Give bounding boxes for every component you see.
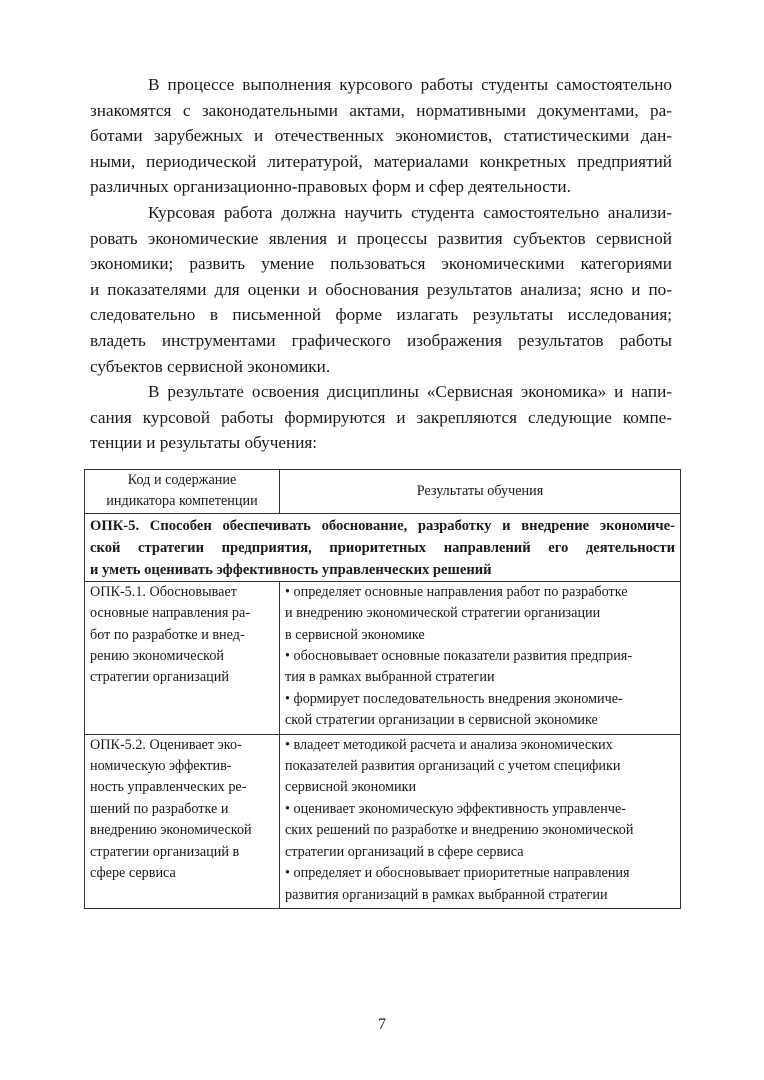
indicator-line: шений по разработке и [90, 800, 229, 817]
text-line: различных организационно-правовых форм и сфер деятельности. [90, 177, 571, 197]
result-line: в сервисной экономике [285, 626, 425, 643]
indicator-line: основные направления ра- [90, 605, 251, 622]
result-line: показателей развития организаций с учетом специфики [285, 758, 621, 775]
result-line: развития организаций в рамках выбранной стратегии [285, 886, 608, 903]
indicator-line: рению экономической [90, 648, 225, 665]
indicator-line: ность управленческих ре- [90, 779, 247, 796]
indicator-line: сфере сервиса [90, 865, 176, 882]
text-line: следовательно в письменной форме излагать результаты исследования; [90, 305, 672, 325]
result-line: ских решений по разработке и внедрению экономической [285, 822, 634, 839]
result-line: стратегии организаций в сфере сервиса [285, 843, 524, 860]
text-line: В процессе выполнения курсового работы студенты самостоятельно [148, 75, 672, 94]
indicator-line: внедрению экономической [90, 822, 252, 839]
result-line: • обосновывает основные показатели развития предприя- [285, 648, 633, 665]
table-header-row [85, 470, 681, 514]
text-line: и показателями для оценки и обоснования результатов анализа; ясно и по- [90, 279, 672, 299]
result-line: • формирует последовательность внедрения экономиче- [285, 690, 623, 707]
text-line: экономики; развить умение пользоваться экономическими категориями [90, 254, 672, 274]
paragraph [90, 72, 672, 200]
text-line: ровать экономические явления и процессы развития субъектов сервисной [90, 228, 672, 248]
indicator-line: номическую эффектив- [90, 758, 232, 775]
paragraph [90, 379, 672, 456]
text-line: ными, периодической литературой, материалами конкретных предприятий [90, 151, 672, 171]
text-line: знакомятся с законодательными актами, нормативными документами, ра- [90, 100, 672, 120]
indicator-line: бот по разработке и внед- [90, 626, 245, 643]
text-line: владеть инструментами графического изображения результатов работы [90, 330, 672, 350]
results-cell [280, 734, 681, 908]
body-text [90, 72, 672, 456]
text-line: Курсовая работа должна научить студента самостоятельно анализи- [148, 202, 672, 222]
result-line: сервисной экономики [285, 779, 417, 796]
result-line: • определяет основные направления работ по разработке [285, 583, 628, 600]
result-line: • владеет методикой расчета и анализа экономических [285, 736, 613, 753]
indicator-line: ОПК-5.1. Обосновывает [90, 583, 237, 600]
text-line: ботами зарубежных и отечественных экономистов, статистическими дан- [90, 126, 672, 146]
indicator-cell [85, 581, 280, 734]
table-row [85, 581, 681, 734]
indicator-cell [85, 734, 280, 908]
results-cell [280, 581, 681, 734]
result-line: тия в рамках выбранной стратегии [285, 669, 495, 686]
text-line: и уметь оценивать эффективность управленческих решений [90, 561, 492, 578]
table-row [85, 734, 681, 908]
header-indicator [85, 470, 280, 514]
competence-table [84, 469, 681, 909]
indicator-line: стратегии организаций в [90, 843, 240, 860]
indicator-line: стратегии организаций [90, 669, 229, 686]
result-line: • оценивает экономическую эффективность управленче- [285, 800, 626, 817]
competence-text [85, 513, 681, 581]
header-results: Результаты обучения [280, 470, 681, 514]
text-line: В результате освоения дисциплины «Сервисная экономика» и напи- [148, 382, 672, 402]
text-line: сания курсовой работы формируются и закрепляются следующие компе- [90, 407, 672, 427]
result-line: и внедрению экономической стратегии организации [285, 605, 601, 622]
page-number: 7 [378, 1016, 386, 1033]
result-line: ской стратегии организации в сервисной экономике [285, 712, 598, 729]
paragraph [90, 200, 672, 379]
text-line: тенции и результаты обучения: [90, 433, 318, 453]
competence-row [85, 513, 681, 581]
text-line: ской стратегии предприятия, приоритетных направлений его деятельности [90, 539, 675, 556]
result-line: • определяет и обосновывает приоритетные направления [285, 865, 630, 882]
indicator-line: ОПК-5.2. Оценивает эко- [90, 736, 242, 753]
header-line: Код и содержание [127, 472, 237, 488]
text-line: субъектов сервисной экономики. [90, 356, 331, 376]
header-line: индикатора компетенции [106, 493, 258, 510]
text-line: ОПК-5. Способен обеспечивать обоснование, разработку и внедрение экономиче- [90, 517, 675, 534]
